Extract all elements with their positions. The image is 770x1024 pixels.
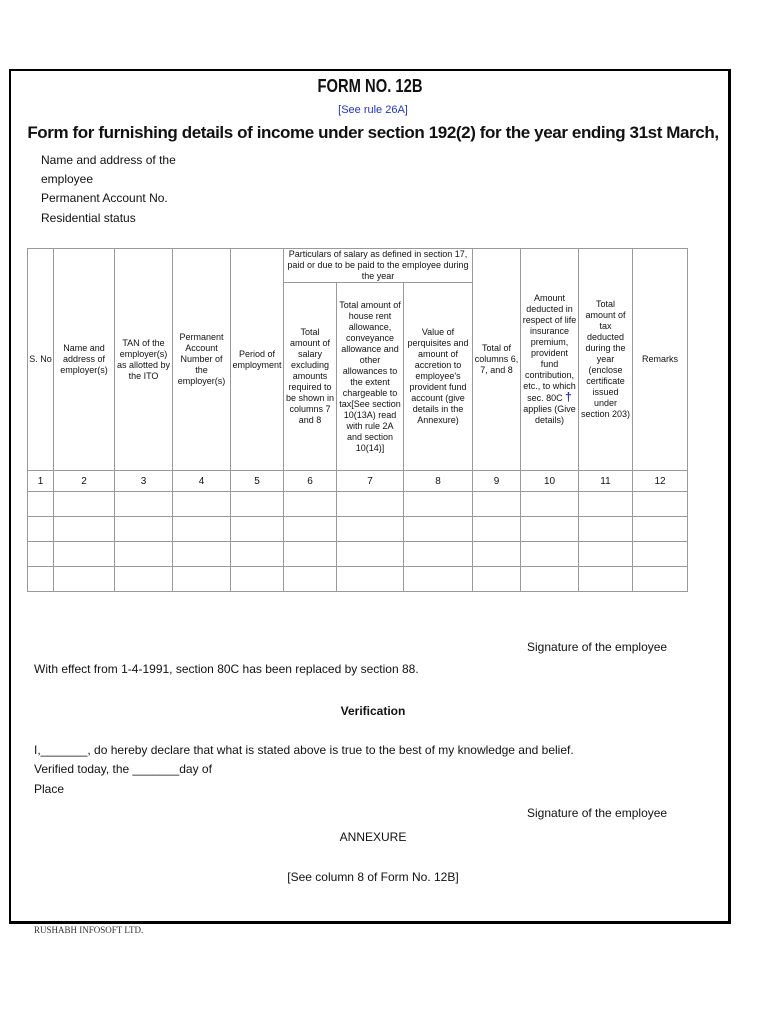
table-row <box>28 567 688 592</box>
col-number: 4 <box>173 471 231 492</box>
dagger-mark: † <box>565 390 572 404</box>
col-sno-header: S. No <box>28 249 54 471</box>
col-number: 1 <box>28 471 54 492</box>
col-number: 5 <box>231 471 284 492</box>
col-tan-header: TAN of the employer(s) as allotted by the ITO <box>115 249 173 471</box>
col-deduction-header <box>521 249 579 471</box>
field-name-address-line1: Name and address of the <box>41 153 176 167</box>
col-number: 2 <box>54 471 115 492</box>
col-pan-header: Permanent Account Number of the employer(s) <box>173 249 231 471</box>
rule-reference: [See rule 26A] <box>338 104 408 116</box>
declaration-text: I,_______, do hereby declare that what is stated above is true to the best of my knowledge and belief. <box>34 743 574 757</box>
col-number: 7 <box>337 471 404 492</box>
section-note: With effect from 1-4-1991, section 80C has been replaced by section 88. <box>34 662 419 676</box>
signature-employee-2: Signature of the employee <box>527 806 668 820</box>
signature-employee-1: Signature of the employee <box>527 640 668 654</box>
form-title: FORM NO. 12B <box>317 76 423 96</box>
form-heading: Form for furnishing details of income under section 192(2) for the year ending 31st March, <box>27 123 719 142</box>
col-number: 8 <box>404 471 473 492</box>
column-number-row <box>28 471 688 492</box>
col-number: 3 <box>115 471 173 492</box>
field-name-address-line2: employee <box>41 172 94 186</box>
table-row <box>28 542 688 567</box>
table-row <box>28 492 688 517</box>
salary-details-table <box>27 248 688 592</box>
field-residential-status: Residential status <box>41 211 136 225</box>
col-number: 11 <box>579 471 633 492</box>
col-salary-header: Total amount of salary excluding amounts required to be shown in columns 7 and 8 <box>284 283 337 471</box>
table-row <box>28 517 688 542</box>
col-tax-deducted-header: Total amount of tax deducted during the year (enclose certificate issued under section 203) <box>579 249 633 471</box>
verification-title: Verification <box>340 704 406 718</box>
col-number: 12 <box>633 471 688 492</box>
annexure-reference: [See column 8 of Form No. 12B] <box>287 870 459 884</box>
col-total-header: Total of columns 6, 7, and 8 <box>473 249 521 471</box>
col-remarks-header: Remarks <box>633 249 688 471</box>
col-number: 9 <box>473 471 521 492</box>
col-perquisites-header: Value of perquisites and amount of accretion to employee's provident fund account (give details in the Annexure) <box>404 283 473 471</box>
col-deduction-text-a: Amount deducted in respect of life insurance premium, provident fund contribution, etc., to which sec. 80C <box>522 293 577 403</box>
salary-group-header: Particulars of salary as defined in section 17, paid or due to be paid to the employee during the year <box>284 249 473 283</box>
col-number: 10 <box>521 471 579 492</box>
col-allowance-header: Total amount of house rent allowance, conveyance allowance and other allowances to the extent chargeable to tax[See section 10(13A) read with rule 2A and section 10(14)] <box>337 283 404 471</box>
field-pan: Permanent Account No. <box>41 191 168 205</box>
col-period-header: Period of employment <box>231 249 284 471</box>
annexure-title: ANNEXURE <box>339 830 407 844</box>
verified-date: Verified today, the _______day of <box>34 762 212 776</box>
publisher-name: RUSHABH INFOSOFT LTD. <box>34 925 144 935</box>
col-deduction-text-b: applies (Give details) <box>523 404 576 425</box>
col-number: 6 <box>284 471 337 492</box>
place-field: Place <box>34 782 65 796</box>
col-employer-name-header: Name and address of employer(s) <box>54 249 115 471</box>
